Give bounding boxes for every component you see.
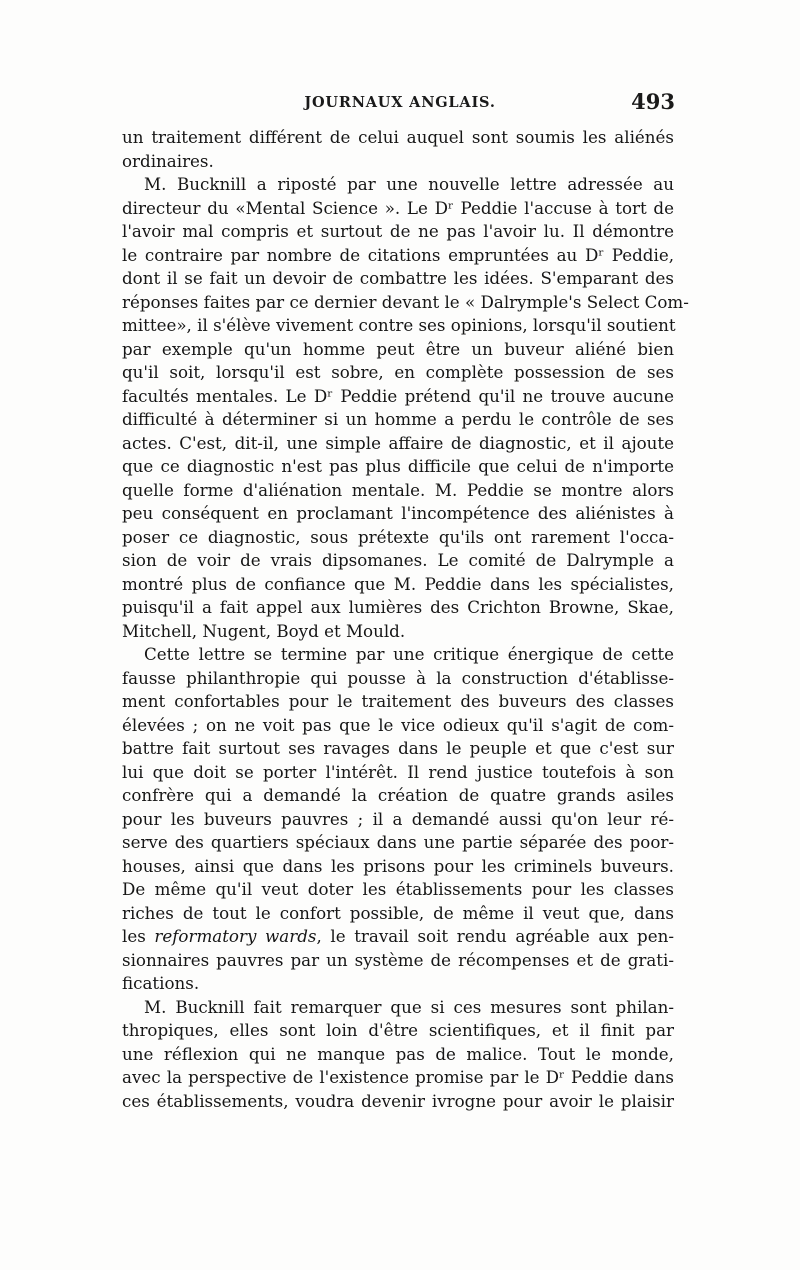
paragraph-4 [122,996,674,1114]
line-suffix: , le travail soit rendu agréable aux pen- [316,926,674,946]
text-line: De même qu'il veut doter les établissements pour les classes [122,879,674,899]
text-line: serve des quartiers spéciaux dans une partie séparée des poor- [122,832,674,852]
text-line: mittee», il s'élève vivement contre ses opinions, lorsqu'il soutient [122,315,676,335]
text-line: M. Bucknill a riposté par une nouvelle lettre adressée au [144,174,674,194]
text-line: une réflexion qui ne manque pas de malice. Tout le monde, [122,1043,674,1064]
text-line: élevées ; on ne voit pas que le vice odieux qu'il s'agit de com- [122,714,674,735]
text-line: par exemple qu'un homme peut être un buveur aliéné bien [122,338,674,359]
text-line: que ce diagnostic n'est pas plus difficile que celui de n'importe [122,456,674,476]
text-line: Cette lettre se termine par une critique énergique de cette [144,644,674,664]
paragraph-1 [122,126,674,173]
text-line-italic [122,925,674,949]
text-line: ordinaires. [122,150,214,171]
text-line: le contraire par nombre de citations empruntées au Dʳ Peddie, [122,244,674,265]
text-line: ment confortables pour le traitement des buveurs des classes [122,691,674,711]
text-line: actes. C'est, dit-il, une simple affaire de diagnostic, et il ajoute [122,432,674,453]
text-line: battre fait surtout ses ravages dans le peuple et que c'est sur [122,738,674,758]
text-line: thropiques, elles sont loin d'être scientifiques, et il finit par [122,1020,674,1040]
text-line: réponses faites par ce dernier devant le « Dalrymple's Select Com- [122,291,689,312]
text-line: M. Bucknill fait remarquer que si ces mesures sont philan- [144,996,674,1017]
paragraph-3 [122,643,674,996]
text-line: quelle forme d'aliénation mentale. M. Peddie se montre alors [122,479,674,500]
text-line: montré plus de confiance que M. Peddie dans les spécialistes, [122,573,674,594]
page-number: 493 [631,89,675,114]
running-header [125,89,675,116]
running-title: JOURNAUX ANGLAIS. [304,94,496,111]
text-line: un traitement différent de celui auquel sont soumis les aliénés [122,127,674,147]
line-prefix: les [122,926,155,946]
text-line: lui que doit se porter l'intérêt. Il rend justice toutefois à son [122,761,674,782]
text-line: poser ce diagnostic, sous prétexte qu'ils ont rarement l'occa- [122,526,674,547]
text-line: fications. [122,973,200,993]
text-line: l'avoir mal compris et surtout de ne pas l'avoir lu. Il démontre [122,221,674,241]
text-line: sion de voir de vrais dipsomanes. Le comité de Dalrymple a [122,550,674,570]
text-line: ces établissements, voudra devenir ivrogne pour avoir le plaisir [122,1090,674,1111]
text-line: facultés mentales. Le Dʳ Peddie prétend qu'il ne trouve aucune [122,385,674,406]
text-line: houses, ainsi que dans les prisons pour les criminels buveurs. [122,855,674,876]
text-line: fausse philanthropie qui pousse à la construction d'établisse- [122,667,674,688]
text-line: difficulté à déterminer si un homme a perdu le contrôle de ses [122,409,674,429]
text-line: confrère qui a demandé la création de quatre grands asiles [122,785,674,805]
text-line: puisqu'il a fait appel aux lumières des Crichton Browne, Skae, [122,597,674,617]
text-line: sionnaires pauvres par un système de récompenses et de grati- [122,949,674,970]
text-line: directeur du «Mental Science ». Le Dʳ Peddie l'accuse à tort de [122,197,674,218]
text-line: pour les buveurs pauvres ; il a demandé aussi qu'on leur ré- [122,808,674,829]
text-line: riches de tout le confort possible, de même il veut que, dans [122,902,674,923]
text-line: qu'il soit, lorsqu'il est sobre, en complète possession de ses [122,362,674,382]
text-line: peu conséquent en proclamant l'incompétence des aliénistes à [122,503,674,523]
paragraph-2 [122,173,689,643]
text-line: avec la perspective de l'existence promise par le Dʳ Peddie dans [122,1067,674,1087]
italic-phrase: reformatory wards [154,926,317,946]
text-line: dont il se fait un devoir de combattre les idées. S'emparant des [122,268,674,288]
body-text [122,126,689,1113]
text-line: Mitchell, Nugent, Boyd et Mould. [122,620,406,641]
